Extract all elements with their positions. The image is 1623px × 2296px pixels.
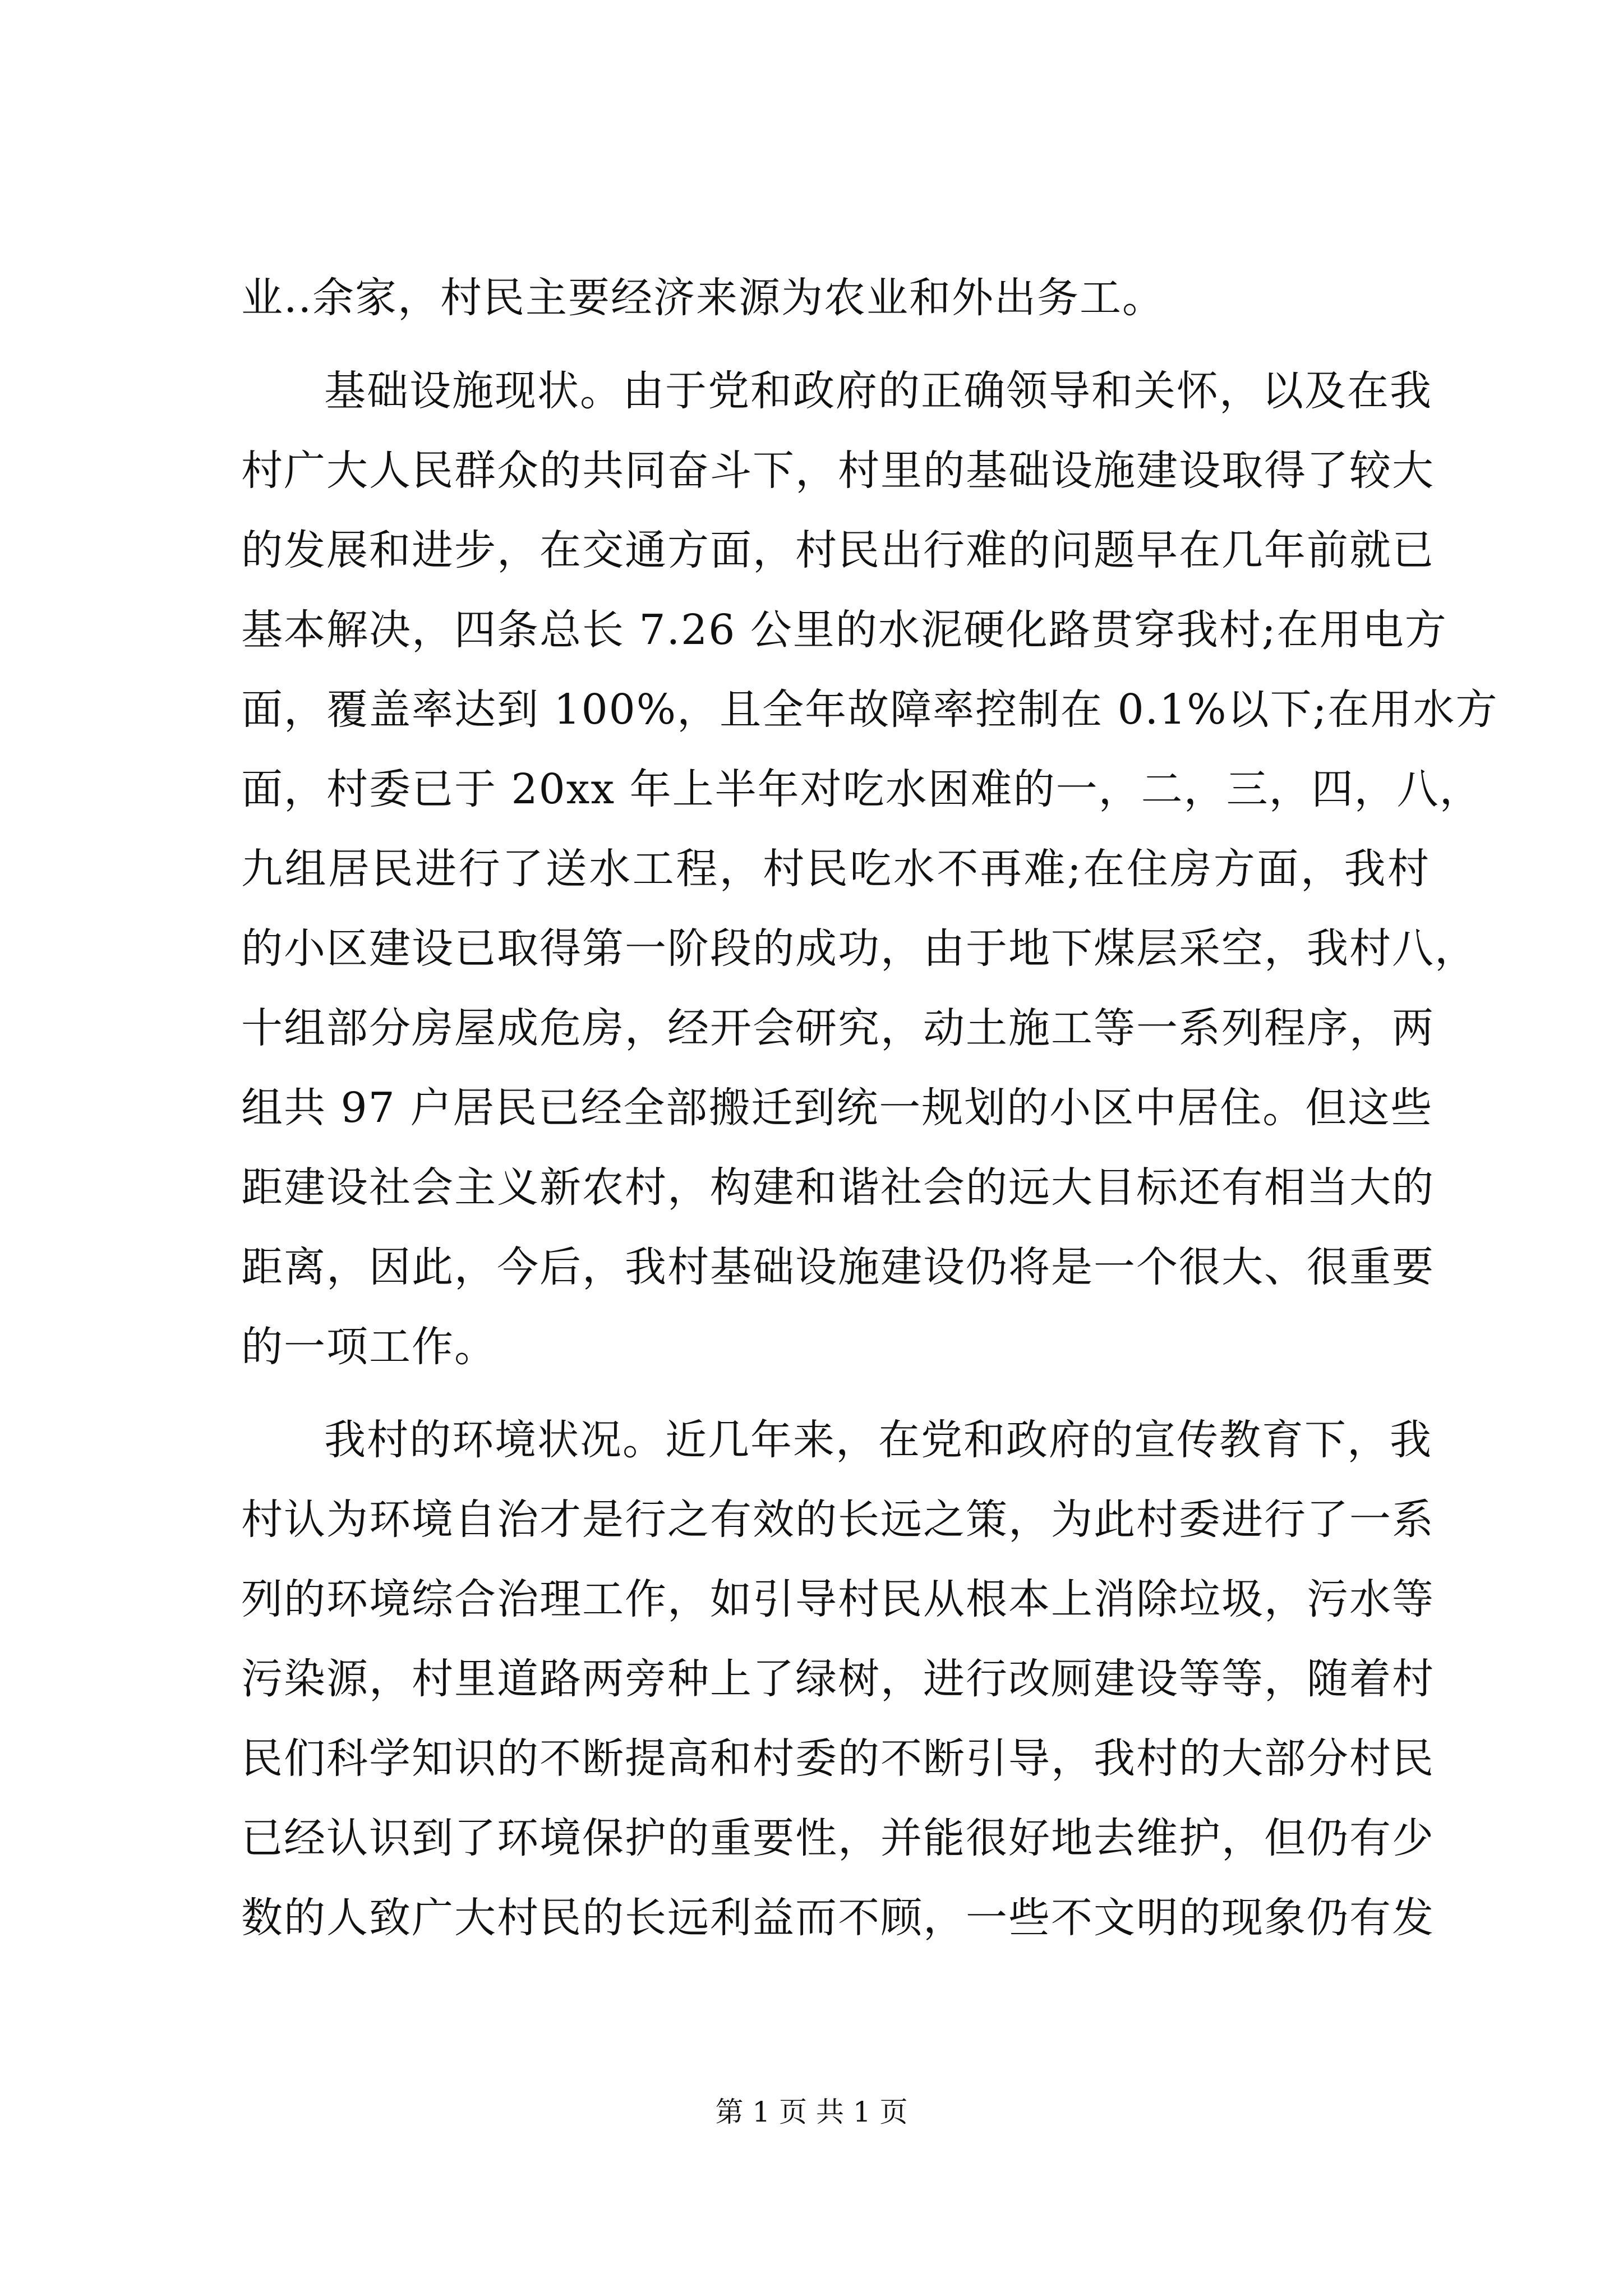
- text-line: 九组居民进行了送水工程，村民吃水不再难;在住房方面，我村: [241, 845, 1430, 893]
- paragraph-spacer: [241, 1387, 1430, 1400]
- text-line: 民们科学知识的不断提高和村委的不断引导，我村的大部分村民: [241, 1734, 1435, 1783]
- text-line: 距建设社会主义新农村，构建和谐社会的远大目标还有相当大的: [241, 1163, 1435, 1212]
- text-line: 的发展和进步，在交通方面，村民出行难的问题早在几年前就已: [241, 526, 1435, 574]
- document-body: [241, 258, 1498, 1958]
- paragraph: [241, 351, 1498, 1387]
- text-line: 村认为环境自治才是行之有效的长远之策，为此村委进行了一系: [241, 1496, 1435, 1544]
- paragraph: [241, 1400, 1435, 1958]
- text-line: 我村的环境状况。近几年来，在党和政府的宣传教育下，我: [324, 1416, 1432, 1464]
- page-footer: [0, 2095, 1623, 2129]
- text-line: 村广大人民群众的共同奋斗下，村里的基础设施建设取得了较大: [241, 447, 1435, 495]
- text-line: 基本解决，四条总长 7.26 公里的水泥硬化路贯穿我村;在用电方: [241, 606, 1447, 654]
- text-line: 数的人致广大村民的长远利益而不顾，一些不文明的现象仍有发: [241, 1894, 1435, 1942]
- page-number-label: 第 1 页 共 1 页: [715, 2096, 908, 2128]
- paragraph: [241, 258, 1430, 338]
- text-line: 面，村委已于 20xx 年上半年对吃水困难的一，二，三，四，八，: [241, 765, 1482, 813]
- text-line: 的小区建设已取得第一阶段的成功，由于地下煤层采空，我村八，: [241, 924, 1477, 973]
- text-line: 距离，因此，今后，我村基础设施建设仍将是一个很大、很重要: [241, 1243, 1435, 1291]
- text-line: 业..余家，村民主要经济来源为农业和外出务工。: [241, 274, 1165, 322]
- text-line: 污染源，村里道路两旁种上了绿树，进行改厕建设等等，随着村: [241, 1655, 1435, 1703]
- text-line: 已经认识到了环境保护的重要性，并能很好地去维护，但仍有少: [241, 1814, 1435, 1862]
- paragraph-spacer: [241, 338, 1430, 351]
- text-line: 十组部分房屋成危房，经开会研究，动土施工等一系列程序，两: [241, 1004, 1435, 1052]
- text-line: 列的环境综合治理工作，如引导村民从根本上消除垃圾，污水等: [241, 1575, 1435, 1623]
- text-line: 基础设施现状。由于党和政府的正确领导和关怀，以及在我: [324, 367, 1432, 415]
- text-line: 的一项工作。: [241, 1323, 497, 1371]
- text-line: 组共 97 户居民已经全部搬迁到统一规划的小区中居住。但这些: [241, 1084, 1433, 1132]
- text-line: 面，覆盖率达到 100%，且全年故障率控制在 0.1%以下;在用水方: [241, 685, 1498, 734]
